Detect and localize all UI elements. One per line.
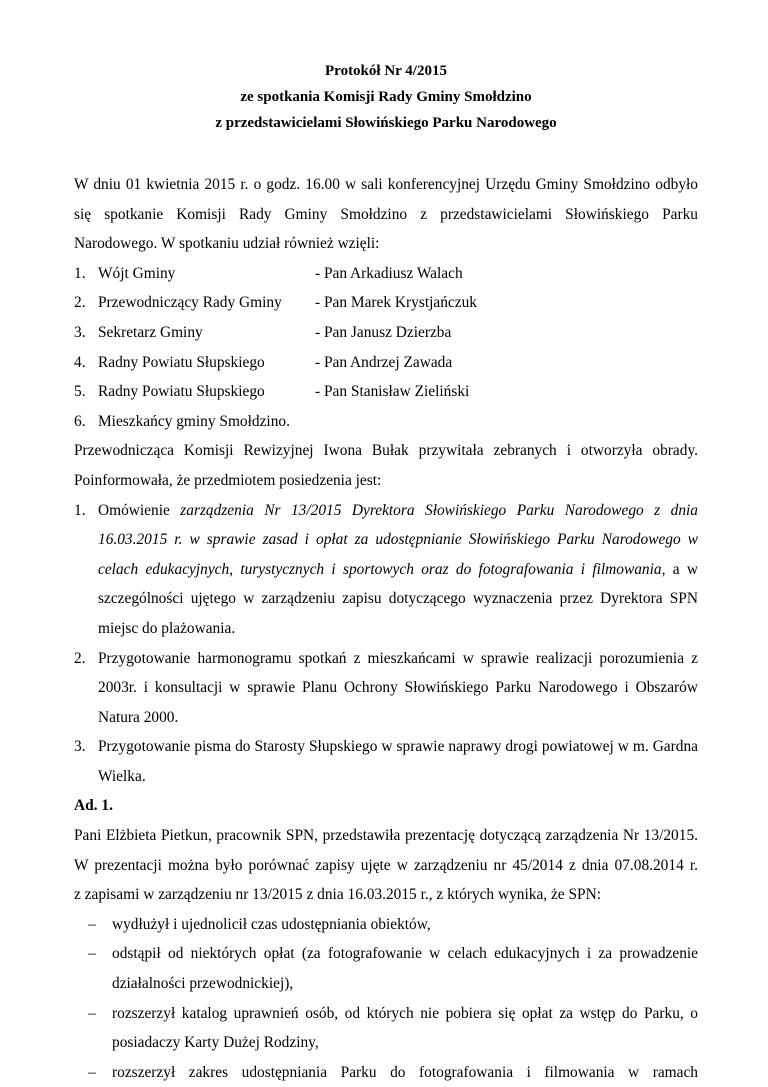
change-item (74, 1058, 698, 1087)
change-item (74, 999, 698, 1058)
participant-name: - Pan Arkadiusz Walach (315, 264, 463, 282)
opening-line: Poinformowała, że przedmiotem posiedzenia jest: (74, 471, 382, 489)
participant-item (74, 377, 698, 407)
participant-role: Mieszkańcy gminy Smołdzino. (98, 412, 290, 430)
ad1-line: z zapisami w zarządzeniu nr 13/2015 z dnia 16.03.2015 r., z których wynika, że SPN: (74, 886, 601, 904)
participant-number: 4. (74, 353, 86, 371)
agenda-text-suffix: a w szczególności ujętego w zarządzeniu zapisu dotyczącego wyznaczenia przez Dyrektora SPN miejsc do plażowania. (98, 560, 698, 637)
participant-number: 3. (74, 323, 86, 341)
participant-role: Wójt Gminy (98, 264, 176, 282)
participant-number: 1. (74, 264, 86, 282)
opening-paragraph (74, 436, 698, 495)
document-subtitle-2: z przedstawicielami Słowińskiego Parku Narodowego (215, 115, 557, 131)
participant-item (74, 318, 698, 348)
agenda-number: 3. (74, 738, 86, 756)
agenda-number: 1. (74, 501, 86, 519)
section-heading-ad1: Ad. 1. (74, 797, 113, 815)
participant-item (74, 288, 698, 318)
participant-number: 2. (74, 294, 86, 312)
dash-bullet: – (88, 1063, 96, 1081)
change-text: odstąpił od niektórych opłat (za fotografowanie w celach edukacyjnych i za prowadzenie działalności przewodnickiej), (112, 945, 698, 993)
intro-line: się spotkanie Komisji Rady Gminy Smołdzino z przedstawicielami Słowińskiego Parku (74, 205, 698, 223)
intro-line: W dniu 01 kwietnia 2015 r. o godz. 16.00 w sali konferencyjnej Urzędu Gminy Smołdzino odbyło (74, 176, 698, 193)
dash-bullet: – (88, 945, 96, 963)
participant-item (74, 259, 698, 289)
participant-number: 5. (74, 383, 86, 401)
change-item (74, 910, 698, 940)
ad1-line: W prezentacji można było porównać zapisy ujęte w zarządzeniu nr 45/2014 z dnia 07.08.2014 r. (74, 856, 698, 874)
intro-paragraph (74, 170, 698, 259)
agenda-text (98, 496, 698, 644)
participant-role: Sekretarz Gminy (98, 323, 203, 341)
intro-line: Narodowego. W spotkaniu udział również wzięli: (74, 235, 380, 253)
document-subtitle-1: ze spotkania Komisji Rady Gminy Smołdzino (240, 89, 532, 105)
dash-bullet: – (88, 1004, 96, 1022)
participant-role: Radny Powiatu Słupskiego (98, 383, 265, 401)
participant-item (74, 348, 698, 378)
agenda-item (74, 644, 698, 733)
agenda-text: Przygotowanie pisma do Starosty Słupskiego w sprawie naprawy drogi powiatowej w m. Gardna Wielka. (98, 738, 698, 785)
change-text: wydłużył i ujednolicił czas udostępniania obiektów, (112, 915, 431, 933)
participant-name: - Pan Marek Krystjańczuk (315, 294, 477, 312)
agenda-item (74, 732, 698, 791)
document-page (74, 58, 698, 1087)
document-header (74, 58, 698, 136)
agenda-list (74, 496, 698, 792)
ad1-paragraph (74, 821, 698, 910)
participant-name: - Pan Janusz Dzierzba (315, 323, 452, 341)
participant-name: - Pan Stanisław Zieliński (315, 383, 470, 401)
participant-role: Przewodniczący Rady Gminy (98, 294, 282, 312)
agenda-item (74, 496, 698, 644)
agenda-text: Przygotowanie harmonogramu spotkań z mieszkańcami w sprawie realizacji porozumienia z 2003r. i konsultacji w sprawie Planu Ochrony Słowińskiego Parku Narodowego i Obszarów Natura 2000. (98, 649, 698, 726)
agenda-text-italic: zarządzenia Nr 13/2015 Dyrektora Słowińskiego Parku Narodowego z dnia 16.03.2015 r. w sprawie zasad i opłat za udostępnianie Słowińskiego Parku Narodowego w celach edukacyjnych, turystycznych i sportowych oraz do fotografowania i filmowania, (98, 501, 698, 578)
agenda-number: 2. (74, 649, 86, 667)
participant-number: 6. (74, 412, 86, 430)
participant-item (74, 407, 698, 437)
dash-bullet: – (88, 915, 96, 933)
change-text: rozszerzył zakres udostępniania Parku do fotografowania i filmowania w ramach (112, 1063, 698, 1081)
participants-list (74, 259, 698, 437)
agenda-text-prefix: Omówienie (98, 501, 181, 519)
change-text: rozszerzył katalog uprawnień osób, od których nie pobiera się opłat za wstęp do Parku, o posiadaczy Karty Dużej Rodziny, (112, 1004, 698, 1052)
document-title: Protokół Nr 4/2015 (325, 63, 447, 79)
ad1-line: Pani Elżbieta Pietkun, pracownik SPN, przedstawiła prezentację dotyczącą zarządzenia Nr 13/2015. (74, 827, 698, 845)
opening-line: Przewodnicząca Komisji Rewizyjnej Iwona Bułak przywitała zebranych i otworzyła obrady. (74, 442, 698, 460)
participant-name: - Pan Andrzej Zawada (315, 353, 453, 371)
participant-role: Radny Powiatu Słupskiego (98, 353, 265, 371)
change-item (74, 939, 698, 998)
changes-list (74, 910, 698, 1087)
